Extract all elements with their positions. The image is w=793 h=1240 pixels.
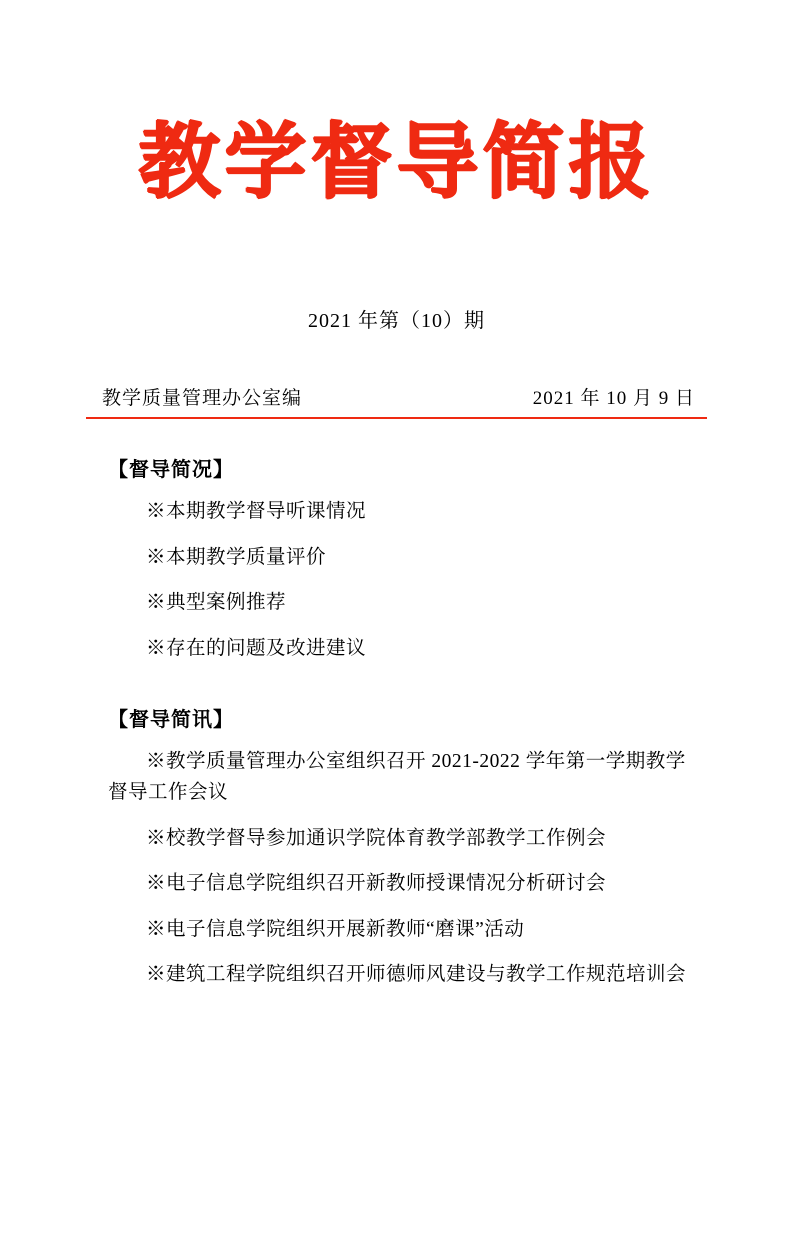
publish-date: 2021 年 10 月 9 日 <box>532 388 695 410</box>
list-item: ※建筑工程学院组织召开师德师风建设与教学工作规范培训会 <box>146 964 687 986</box>
document-page <box>0 115 793 1240</box>
list-item: ※电子信息学院组织开展新教师“磨课”活动 <box>146 918 525 940</box>
list-item: ※典型案例推荐 <box>146 592 287 614</box>
header-divider <box>86 417 707 419</box>
meta-row <box>80 383 713 417</box>
list-item: ※本期教学质量评价 <box>146 546 327 568</box>
list-item: ※存在的问题及改进建议 <box>146 637 367 659</box>
masthead-title: 教学督导简报 <box>138 115 655 210</box>
list-item: ※本期教学督导听课情况 <box>146 501 367 523</box>
section-heading-overview: 【督导简况】 <box>108 459 234 482</box>
issue-number: 2021 年第（10）期 <box>308 310 485 333</box>
list-item: ※电子信息学院组织召开新教师授课情况分析研讨会 <box>146 873 607 895</box>
list-item: ※教学质量管理办公室组织召开 2021-2022 学年第一学期教学督导工作会议 <box>108 750 686 804</box>
list-item: ※校教学督导参加通识学院体育教学部教学工作例会 <box>146 827 607 849</box>
editor-label: 教学质量管理办公室编 <box>102 388 303 410</box>
section-heading-news: 【督导简讯】 <box>108 708 234 731</box>
